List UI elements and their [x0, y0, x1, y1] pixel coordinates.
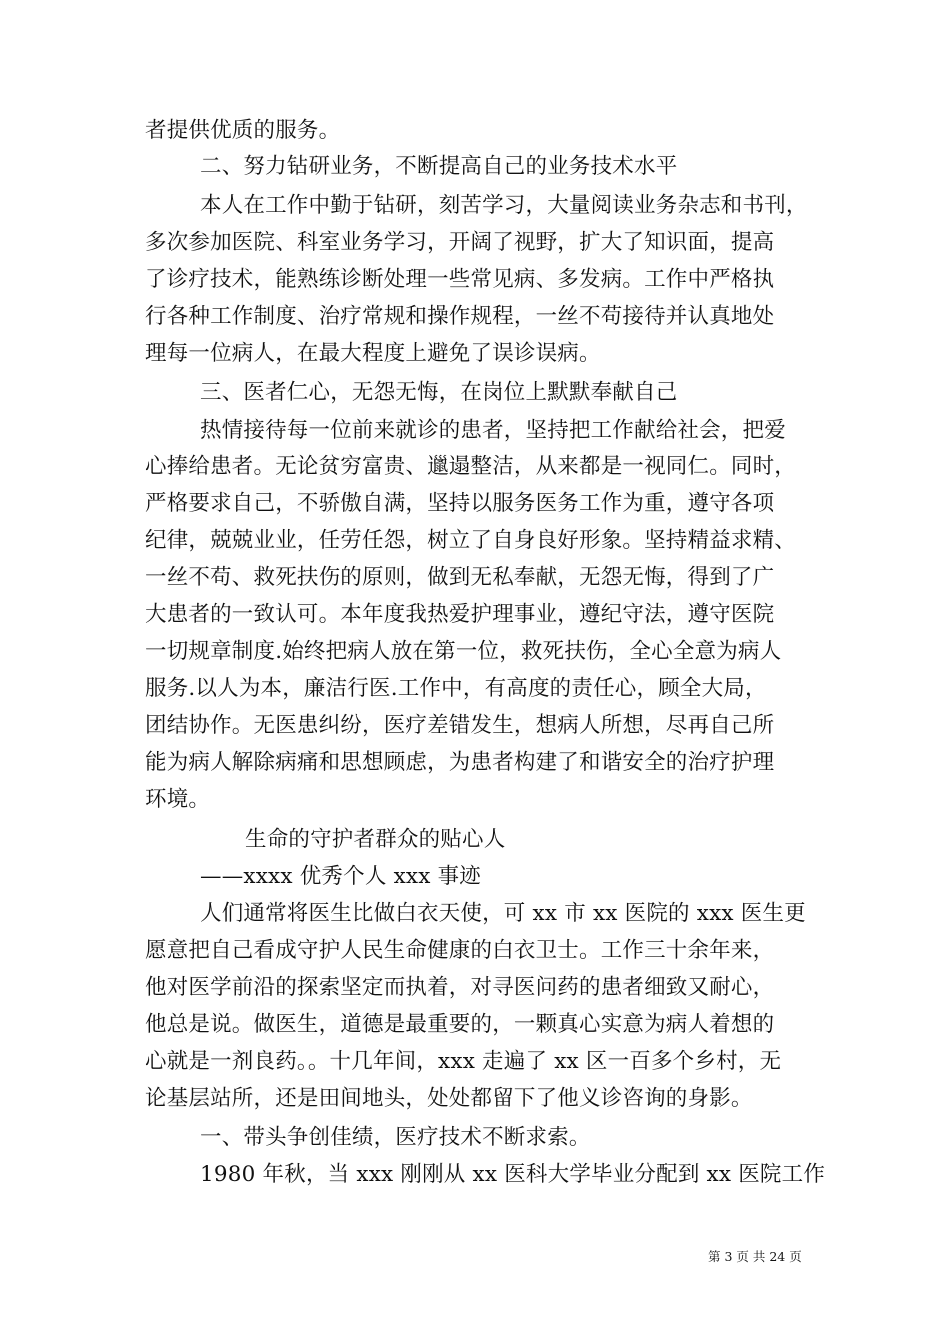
text-line: 一丝不苟、救死扶伤的原则，做到无私奉献，无怨无悔，得到了广 — [145, 565, 775, 590]
text-line: 了诊疗技术，能熟练诊断处理一些常见病、多发病。工作中严格执 — [145, 267, 775, 292]
text-line: 者提供优质的服务。 — [145, 118, 341, 143]
text-line: 行各种工作制度、治疗常规和操作规程，一丝不苟接待并认真地处 — [145, 304, 775, 329]
text-line: 多次参加医院、科室业务学习，开阔了视野，扩大了知识面，提高 — [145, 230, 775, 255]
text-line: 热情接待每一位前来就诊的患者，坚持把工作献给社会，把爱 — [200, 418, 786, 443]
text-line: 环境。 — [145, 787, 211, 812]
text-line: 团结协作。无医患纠纷，医疗差错发生，想病人所想，尽再自己所 — [145, 713, 775, 738]
text-line: 一切规章制度.始终把病人放在第一位，救死扶伤，全心全意为病人 — [145, 639, 782, 664]
text-line: 大患者的一致认可。本年度我热爱护理事业，遵纪守法，遵守医院 — [145, 602, 775, 627]
text-line: 本人在工作中勤于钻研，刻苦学习，大量阅读业务杂志和书刊， — [200, 193, 808, 218]
text-line: 愿意把自己看成守护人民生命健康的白衣卫士。工作三十余年来， — [145, 938, 775, 963]
text-line: 他对医学前沿的探索坚定而执着，对寻医问药的患者细致又耐心， — [145, 975, 775, 1000]
text-line: 严格要求自己，不骄傲自满，坚持以服务医务工作为重，遵守各项 — [145, 491, 775, 516]
section-heading: 一、带头争创佳绩，医疗技术不断求索。 — [200, 1125, 591, 1150]
text-line: 人们通常将医生比做白衣天使，可 xx 市 xx 医院的 xxx 医生更 — [200, 901, 806, 926]
text-line: 纪律，兢兢业业，任劳任怨，树立了自身良好形象。坚持精益求精、 — [145, 528, 797, 553]
section-heading: 二、努力钻研业务，不断提高自己的业务技术水平 — [200, 154, 678, 179]
page-number: 第 3 页 共 24 页 — [708, 1249, 802, 1264]
text-line: 心捧给患者。无论贫穷富贵、邋遢整洁，从来都是一视同仁。同时， — [145, 454, 797, 479]
article-subtitle: ——xxxx 优秀个人 xxx 事迹 — [200, 864, 481, 889]
text-line: 1980 年秋，当 xxx 刚刚从 xx 医科大学毕业分配到 xx 医院工作 — [200, 1162, 826, 1187]
text-line: 他总是说。做医生，道德是最重要的，一颗真心实意为病人着想的 — [145, 1012, 775, 1037]
article-title: 生命的守护者群众的贴心人 — [245, 827, 506, 852]
text-line: 心就是一剂良药。。十几年间，xxx 走遍了 xx 区一百多个乡村，无 — [145, 1049, 782, 1074]
text-line: 能为病人解除病痛和思想顾虑，为患者构建了和谐安全的治疗护理 — [145, 750, 775, 775]
section-heading: 三、医者仁心，无怨无悔，在岗位上默默奉献自己 — [200, 380, 678, 405]
text-line: 理每一位病人，在最大程度上避免了误诊误病。 — [145, 341, 601, 366]
text-line: 论基层站所，还是田间地头，处处都留下了他义诊咨询的身影。 — [145, 1086, 753, 1111]
text-line: 服务.以人为本，廉洁行医.工作中，有高度的责任心，顾全大局， — [145, 676, 767, 701]
